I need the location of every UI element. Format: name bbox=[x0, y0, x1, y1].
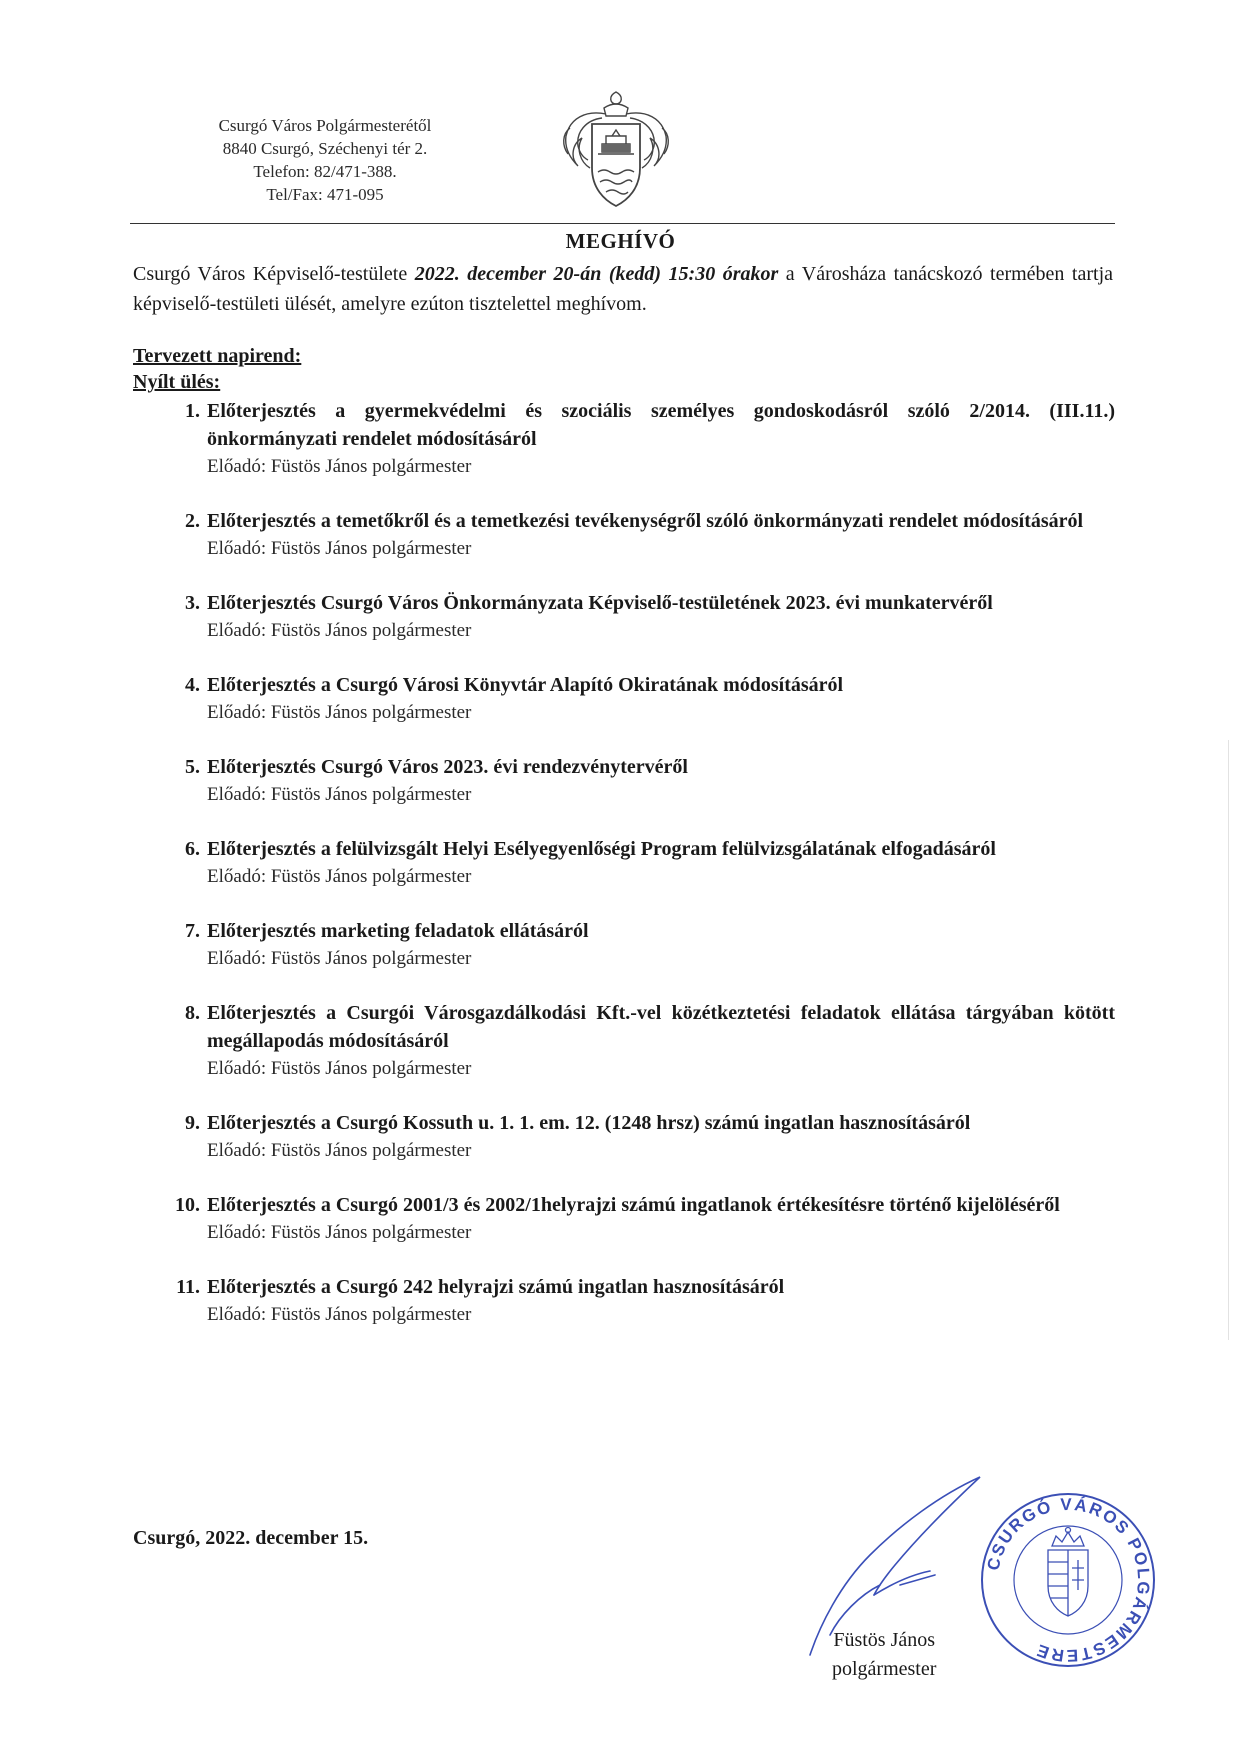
document-title: MEGHÍVÓ bbox=[565, 229, 676, 253]
agenda-item-presenter: Előadó: Füstös János polgármester bbox=[207, 784, 472, 805]
header-divider bbox=[130, 223, 1115, 224]
stamp-text: CSURGÓ VÁROS POLGÁRMESTERE bbox=[983, 1494, 1154, 1666]
session-heading: Nyílt ülés: bbox=[133, 371, 221, 393]
agenda-item-title: Előterjesztés a Csurgó Kossuth u. 1. 1. em. 12. (1248 hrsz) számú ingatlan hasznosításáról bbox=[207, 1112, 971, 1134]
sender-address: 8840 Csurgó, Széchenyi tér 2. bbox=[222, 139, 428, 158]
agenda-item-number: 7. bbox=[185, 920, 200, 942]
agenda-item bbox=[160, 999, 1115, 1082]
sender-address-block bbox=[170, 114, 480, 206]
agenda-item-presenter: Előadó: Füstös János polgármester bbox=[207, 620, 472, 641]
agenda-item-presenter: Előadó: Füstös János polgármester bbox=[207, 702, 472, 723]
invitation-text bbox=[133, 259, 1113, 319]
closing-date: Csurgó, 2022. december 15. bbox=[133, 1527, 369, 1549]
agenda-heading: Tervezett napirend: bbox=[133, 345, 302, 367]
agenda-item-presenter: Előadó: Füstös János polgármester bbox=[207, 866, 472, 887]
agenda-item-number: 10. bbox=[175, 1194, 200, 1216]
agenda-item bbox=[160, 589, 1115, 644]
agenda-item-number: 3. bbox=[185, 592, 200, 614]
agenda-item-presenter: Előadó: Füstös János polgármester bbox=[207, 1222, 472, 1243]
meeting-date-time: 2022. december 20-án (kedd) 15:30 órakor bbox=[414, 263, 779, 285]
agenda-item-title: Előterjesztés a Csurgó Városi Könyvtár Alapító Okiratának módosításáról bbox=[207, 674, 844, 696]
agenda-item-number: 9. bbox=[185, 1112, 200, 1134]
agenda-item bbox=[160, 753, 1115, 808]
agenda-item bbox=[160, 1109, 1115, 1164]
agenda-headings bbox=[133, 343, 301, 395]
agenda-item bbox=[160, 835, 1115, 890]
agenda-item-number: 11. bbox=[176, 1276, 200, 1298]
sender-fax: Tel/Fax: 471-095 bbox=[266, 185, 384, 204]
sender-office: Csurgó Város Polgármesterétől bbox=[218, 116, 432, 135]
signer-block bbox=[832, 1626, 936, 1684]
agenda-list bbox=[160, 397, 1115, 1355]
agenda-item-presenter: Előadó: Füstös János polgármester bbox=[207, 1140, 472, 1161]
agenda-item-number: 5. bbox=[185, 756, 200, 778]
agenda-item-number: 2. bbox=[185, 510, 200, 532]
signer-role: polgármester bbox=[832, 1658, 937, 1680]
agenda-item bbox=[160, 507, 1115, 562]
scan-edge-mark bbox=[1228, 740, 1229, 1340]
agenda-item-number: 6. bbox=[185, 838, 200, 860]
agenda-item-title: Előterjesztés marketing feladatok ellátásáról bbox=[207, 920, 589, 942]
agenda-item-number: 4. bbox=[185, 674, 200, 696]
agenda-item-presenter: Előadó: Füstös János polgármester bbox=[207, 1058, 472, 1079]
agenda-item-title: Előterjesztés Csurgó Város Önkormányzata Képviselő-testületének 2023. évi munkatervéről bbox=[207, 592, 993, 614]
signer-name: Füstös János bbox=[833, 1629, 936, 1651]
agenda-item bbox=[160, 397, 1115, 480]
intro-before: Csurgó Város Képviselő-testülete bbox=[133, 263, 415, 285]
agenda-item-title: Előterjesztés a Csurgói Városgazdálkodási Kft.-vel közétkeztetési feladatok ellátása tárgyában kötött megállapodás módosításáról bbox=[207, 1002, 1115, 1052]
agenda-item bbox=[160, 917, 1115, 972]
agenda-item-presenter: Előadó: Füstös János polgármester bbox=[207, 456, 472, 477]
sender-phone: Telefon: 82/471-388. bbox=[253, 162, 397, 181]
agenda-item-number: 1. bbox=[185, 400, 200, 422]
agenda-item bbox=[160, 1191, 1115, 1246]
agenda-item-presenter: Előadó: Füstös János polgármester bbox=[207, 538, 472, 559]
agenda-item-title: Előterjesztés a gyermekvédelmi és szociális személyes gondoskodásról szóló 2/2014. (III.11.) önkormányzati rendelet módosításáról bbox=[207, 400, 1115, 450]
agenda-item bbox=[160, 1273, 1115, 1328]
agenda-item-title: Előterjesztés a temetőkről és a temetkezési tevékenységről szóló önkormányzati rendelet módosításáról bbox=[207, 510, 1084, 532]
official-stamp bbox=[978, 1490, 1158, 1670]
agenda-item-title: Előterjesztés Csurgó Város 2023. évi rendezvénytervéről bbox=[207, 756, 688, 778]
agenda-item-presenter: Előadó: Füstös János polgármester bbox=[207, 1304, 472, 1325]
agenda-item-title: Előterjesztés a felülvizsgált Helyi Esélyegyenlőségi Program felülvizsgálatának elfogadásáról bbox=[207, 838, 996, 860]
agenda-item bbox=[160, 671, 1115, 726]
agenda-item-title: Előterjesztés a Csurgó 2001/3 és 2002/1helyrajzi számú ingatlanok értékesítésre történő kijelöléséről bbox=[207, 1194, 1060, 1216]
intro-after: a Városháza tanácskozó termében tartja képviselő-testületi ülését, amelyre ezúton tisztelettel meghívom. bbox=[133, 263, 1113, 315]
agenda-item-title: Előterjesztés a Csurgó 242 helyrajzi számú ingatlan hasznosításáról bbox=[207, 1276, 785, 1298]
agenda-item-number: 8. bbox=[185, 1002, 200, 1024]
agenda-item-presenter: Előadó: Füstös János polgármester bbox=[207, 948, 472, 969]
coat-of-arms-icon bbox=[556, 88, 676, 212]
